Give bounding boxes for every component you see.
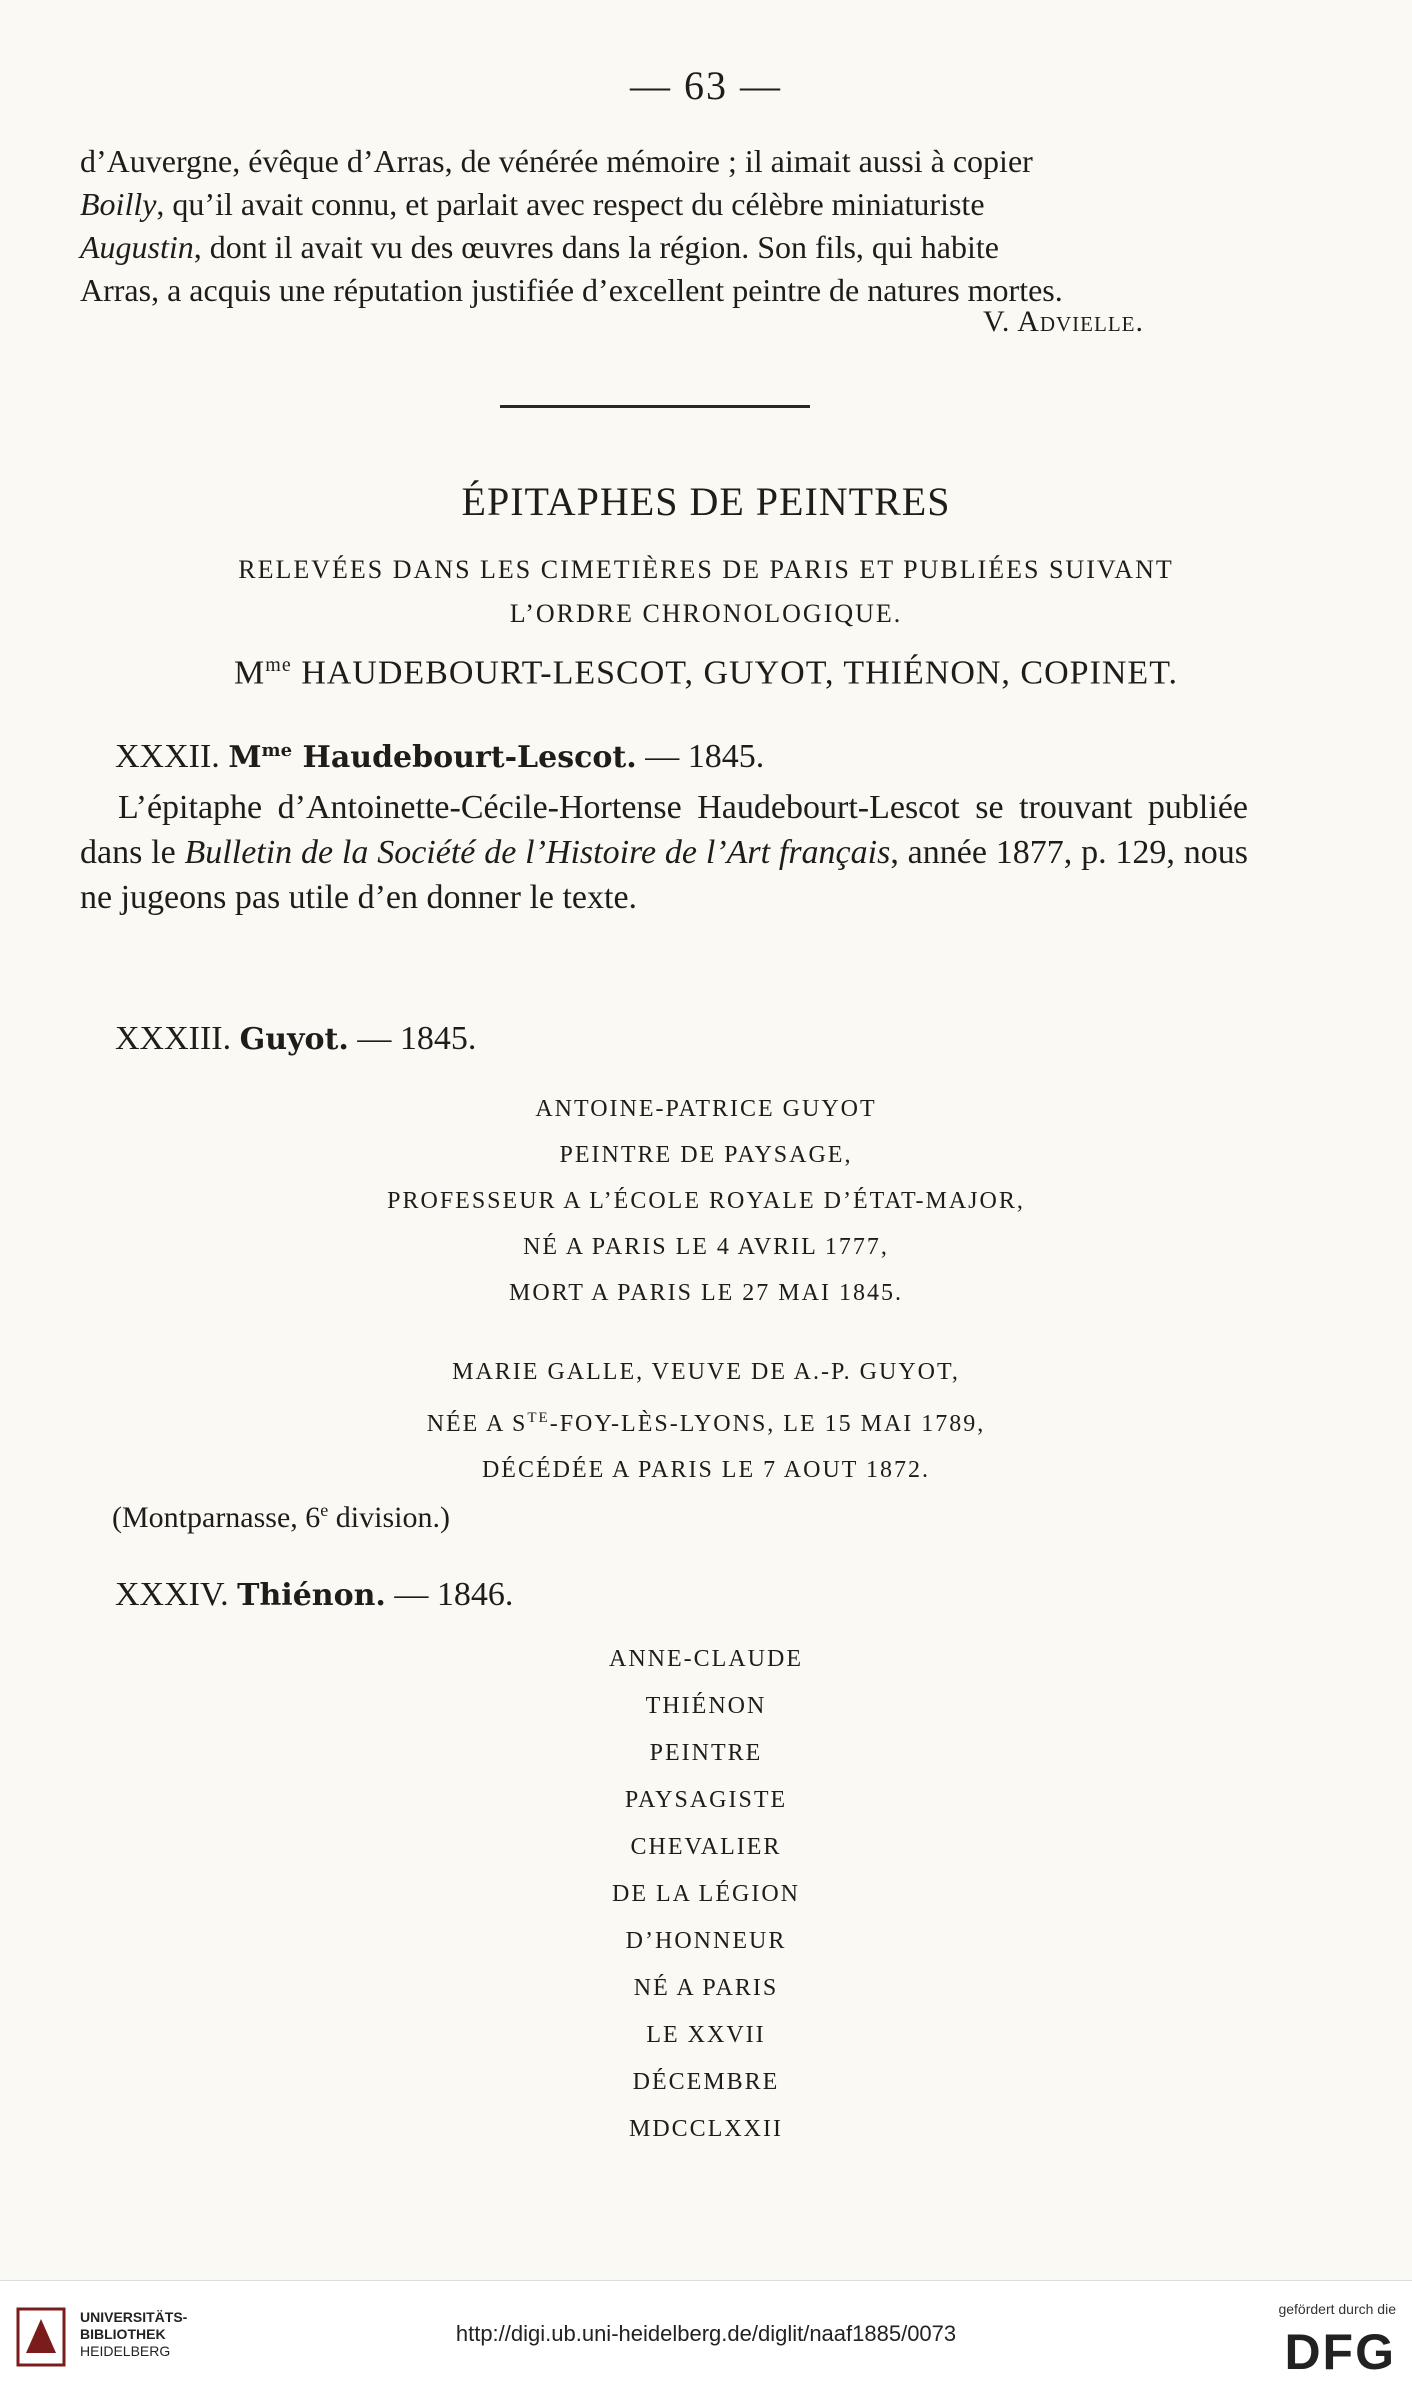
location-sup: e xyxy=(320,1500,329,1520)
location-before: (Montparnasse, 6 xyxy=(112,1501,321,1534)
section-heading-34 xyxy=(115,1576,513,1614)
epitaph-line: MDCCLXXII xyxy=(629,2116,783,2142)
epitaph-line-sup: TE xyxy=(527,1410,550,1426)
dfg-logo: DFG xyxy=(1284,2324,1396,2380)
epitaph-line: PEINTRE DE PAYSAGE, xyxy=(559,1142,853,1168)
names-prefix: M xyxy=(234,654,266,692)
section-date: — 1845. xyxy=(636,738,765,775)
epitaph-line: NÉ A PARIS LE 4 AVRIL 1777, xyxy=(523,1234,889,1260)
epitaph-thienon xyxy=(0,1636,1412,2153)
library-name-line: HEIDELBERG xyxy=(80,2343,171,2359)
opening-line xyxy=(80,226,1248,269)
italic-name-augustin: Augustin xyxy=(80,229,194,265)
painter-names-heading xyxy=(0,654,1412,692)
opening-line-1: d’Auvergne, évêque d’Arras, de vénérée mémoire ; il aimait aussi à copier xyxy=(80,143,1033,179)
article-subtitle-line-2: L’ORDRE CHRONOLOGIQUE. xyxy=(509,599,903,628)
opening-line-3: , dont il avait vu des œuvres dans la région. Son fils, qui habite xyxy=(193,229,999,265)
section-date: — 1845. xyxy=(348,1020,477,1057)
funding-label: gefördert durch die xyxy=(1278,2301,1396,2317)
epitaph-line: CHEVALIER xyxy=(630,1834,782,1860)
location-after: division.) xyxy=(328,1501,450,1534)
epitaph-line: MARIE GALLE, VEUVE DE A.-P. GUYOT, xyxy=(452,1359,960,1385)
opening-line-2: , qu’il avait connu, et parlait avec respect du célèbre miniaturiste xyxy=(156,186,985,222)
epitaph-line-prefix: NÉE A S xyxy=(426,1411,528,1437)
section-number: XXXII. xyxy=(115,738,229,775)
epitaph-galle xyxy=(0,1349,1412,1493)
epitaph-line: D’HONNEUR xyxy=(625,1928,787,1954)
opening-line xyxy=(80,183,1248,226)
epitaph-line: ANTOINE-PATRICE GUYOT xyxy=(535,1096,877,1122)
section-heading-33 xyxy=(115,1020,476,1058)
section-number: XXXIV. xyxy=(115,1576,238,1613)
epitaph-line-rest: -FOY-LÈS-LYONS, LE 15 MAI 1789, xyxy=(549,1411,986,1437)
section-divider xyxy=(500,405,810,408)
epitaph-line: DÉCÉDÉE A PARIS LE 7 AOUT 1872. xyxy=(481,1457,931,1483)
epitaph-line: LE XXVII xyxy=(646,2022,766,2048)
epitaph-line: ANNE-CLAUDE xyxy=(609,1646,803,1672)
epitaph-line: MORT A PARIS LE 27 MAI 1845. xyxy=(509,1280,903,1306)
epitaph-line: PAYSAGISTE xyxy=(624,1787,788,1813)
epitaph-line: THIÉNON xyxy=(645,1693,767,1719)
paragraph-part-1: L’épitaphe d’Antoinette-Cécile-Hortense Haudebourt-Lescot se trouvant publiée dans le xyxy=(80,789,1248,871)
section-date: — 1846. xyxy=(385,1576,514,1613)
library-name-line: UNIVERSITÄTS- xyxy=(80,2309,188,2325)
section-heading-32 xyxy=(115,738,764,776)
painter-name: Haudebourt-Lescot. xyxy=(292,740,637,775)
painter-name: Guyot. xyxy=(239,1022,349,1057)
library-name-line: BIBLIOTHEK xyxy=(80,2326,166,2342)
epitaph-line: NÉ A PARIS xyxy=(633,1975,779,2001)
painter-name: Thiénon. xyxy=(237,1578,386,1613)
section-32-text xyxy=(80,785,1248,920)
article-subtitle xyxy=(0,548,1412,636)
section-number: XXXIII. xyxy=(115,1020,240,1057)
bulletin-title: Bulletin de la Société de l’Histoire de l’Art français xyxy=(184,834,891,871)
epitaph-line xyxy=(0,1395,1412,1447)
name-prefix: M xyxy=(228,740,262,775)
epitaph-line: PROFESSEUR A L’ÉCOLE ROYALE D’ÉTAT-MAJOR, xyxy=(387,1188,1025,1214)
opening-line-4: Arras, a acquis une réputation justifiée d’excellent peintre de natures mortes. xyxy=(80,272,1063,308)
section-32-paragraph xyxy=(80,785,1248,920)
author-signature: V. Advielle. xyxy=(983,305,1144,338)
article-title: ÉPITAPHES DE PEINTRES xyxy=(461,479,951,524)
name-sup: me xyxy=(261,740,293,761)
names-sup: me xyxy=(265,654,292,676)
opening-line xyxy=(80,140,1248,183)
opening-paragraph xyxy=(80,140,1248,312)
epitaph-line: DÉCEMBRE xyxy=(632,2069,780,2095)
epitaph-line: PEINTRE xyxy=(649,1740,763,1766)
page-number: — 63 — xyxy=(630,63,782,108)
article-subtitle-line-1: RELEVÉES DANS LES CIMETIÈRES DE PARIS ET PUBLIÉES SUIVANT xyxy=(238,555,1174,584)
italic-name-boilly: Boilly xyxy=(80,186,157,222)
viewer-footer xyxy=(0,2280,1412,2394)
epitaph-line: DE LA LÉGION xyxy=(612,1881,800,1907)
permalink-url[interactable]: http://digi.ub.uni-heidelberg.de/diglit/naaf1885/0073 xyxy=(455,2321,957,2346)
paragraph-part-2: , année 1877, p. 129, nous ne jugeons pas utile d’en donner le texte. xyxy=(80,834,1248,916)
epitaph-guyot xyxy=(0,1086,1412,1316)
names-list: HAUDEBOURT-LESCOT, GUYOT, THIÉNON, COPINET. xyxy=(291,654,1178,692)
cemetery-location xyxy=(112,1500,450,1535)
